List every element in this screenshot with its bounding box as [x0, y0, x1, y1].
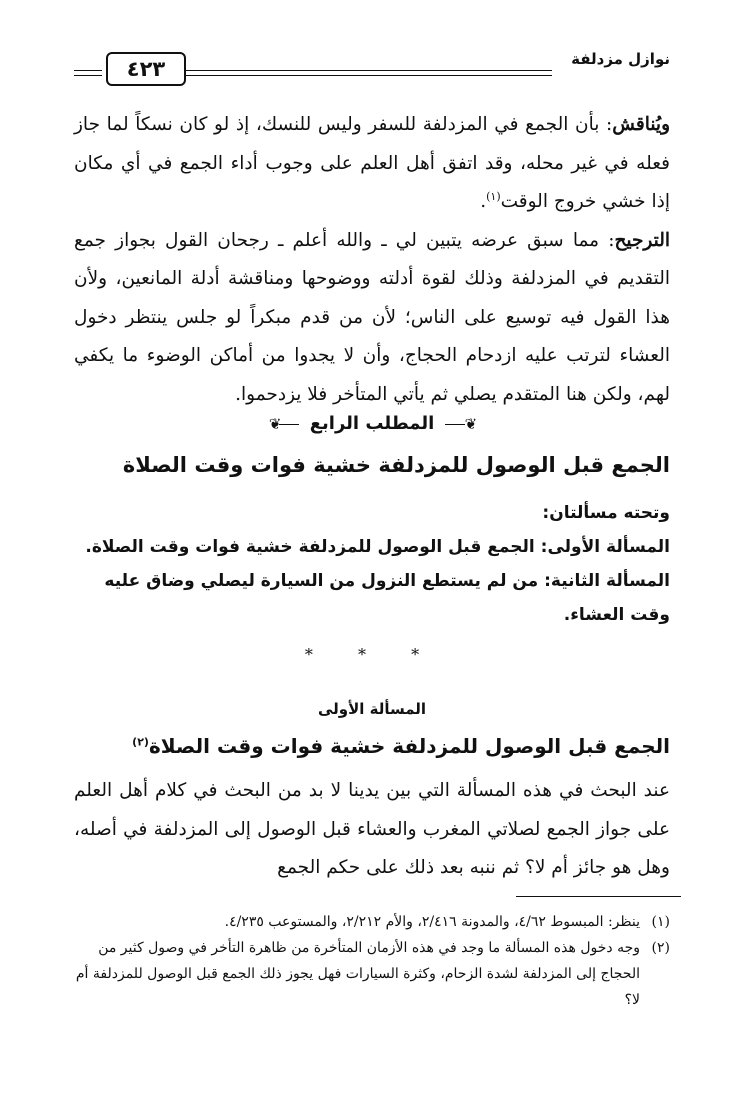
section-heading — [74, 413, 670, 434]
header-rule-left — [74, 70, 102, 71]
ornament-right-icon: ❦ — [445, 415, 476, 433]
running-title: نوازل مزدلفة — [571, 50, 670, 68]
discussion-paragraph — [74, 106, 670, 222]
issue-text: عند البحث في هذه المسألة التي بين يدينا لا بد من البحث في كلام أهل العلم على جواز الجمع لصلاتي المغرب والعشاء قبل الوصول إلى المزدلفة في أصله، وهل هو جائز أم لا؟ ثم ننبه بعد ذلك على حكم الجمع — [74, 780, 670, 878]
footnote-1 — [74, 909, 670, 935]
separator-stars: * * * — [304, 645, 440, 664]
footnotes — [74, 909, 670, 1013]
section-title: الجمع قبل الوصول للمزدلفة خشية فوات وقت الصلاة — [122, 453, 670, 477]
issue-title-text: الجمع قبل الوصول للمزدلفة خشية فوات وقت الصلاة — [148, 734, 670, 758]
header-rule — [186, 70, 552, 71]
issue-1-text: الجمع قبل الوصول للمزدلفة خشية فوات وقت الصلاة. — [85, 537, 541, 557]
issue-paragraph — [74, 772, 670, 888]
issue-2-label: المسألة الثانية: — [544, 571, 670, 591]
tarjih-text: : مما سبق عرضه يتبين لي ـ والله أعلم ـ رجحان القول بجواز جمع التقديم في المزدلفة وذلك لقوة أدلته ووضوحها ومناقشة أدلة المانعين، ولأن هذا القول فيه توسيع على الناس؛ لأن من قدم مبكراً لو جلس ينتظر دخول العشاء لترتب عليه ازدحام الحجاج، وأن لا يجدوا من أماكن الوضوء ما يكفي لهم، ولكن هنا المتقدم يصلي ثم يأتي المتأخر فلا يزدحموا. — [74, 229, 670, 405]
issue-heading: المسألة الأولى — [317, 700, 427, 718]
discussion-end: . — [480, 191, 487, 212]
issue-1-label: المسألة الأولى: — [540, 537, 670, 557]
footnote-2-num: (٢) — [651, 940, 670, 956]
page-header — [74, 46, 670, 86]
footnote-1-num: (١) — [651, 914, 670, 930]
discussion-label: ويُناقش — [612, 114, 670, 135]
issue-2-line — [74, 564, 670, 632]
footnote-rule — [516, 896, 681, 897]
sub-intro: وتحته مسألتان: — [542, 503, 670, 523]
footnote-ref-1: (١) — [486, 189, 501, 203]
discussion-text: : بأن الجمع في المزدلفة للسفر وليس للنسك، إذ لو كان نسكاً لما جاز فعله في غير محله، وقد اتفق أهل العلم على وجوب أداء الجمع في أي مكان إذا خشي خروج الوقت — [74, 114, 670, 212]
footnote-2-text: وجه دخول هذه المسألة ما وجد في هذه الأزمان المتأخرة من ظاهرة التأخر في وصول كثير من الحجاج إلى المزدلفة لشدة الزحام، وكثرة السيارات فهل يجوز ذلك الجمع قبل الوصول للمزدلفة أم لا؟ — [75, 940, 640, 1008]
section-heading-text: المطلب الرابع — [309, 413, 435, 434]
tarjih-paragraph — [74, 222, 670, 415]
tarjih-label: الترجيح — [614, 229, 670, 251]
ornament-left-icon: ❦ — [269, 415, 300, 433]
intro-paragraphs — [74, 106, 670, 414]
footnote-1-text: ينظر: المبسوط ٤/٦٢، والمدونة ٢/٤١٦، والأم ٢/٢١٢، والمستوعب ٤/٢٣٥. — [224, 914, 640, 930]
issue-1-line — [74, 530, 670, 564]
page-number: ٤٢٣ — [106, 52, 186, 86]
footnote-ref-2: (٢) — [132, 735, 149, 749]
issue-title — [74, 734, 670, 758]
issue-2-text: من لم يستطع النزول من السيارة ليصلي وضاق عليه وقت العشاء. — [104, 571, 670, 625]
footnote-2 — [74, 935, 670, 1013]
issues-list — [74, 496, 670, 632]
